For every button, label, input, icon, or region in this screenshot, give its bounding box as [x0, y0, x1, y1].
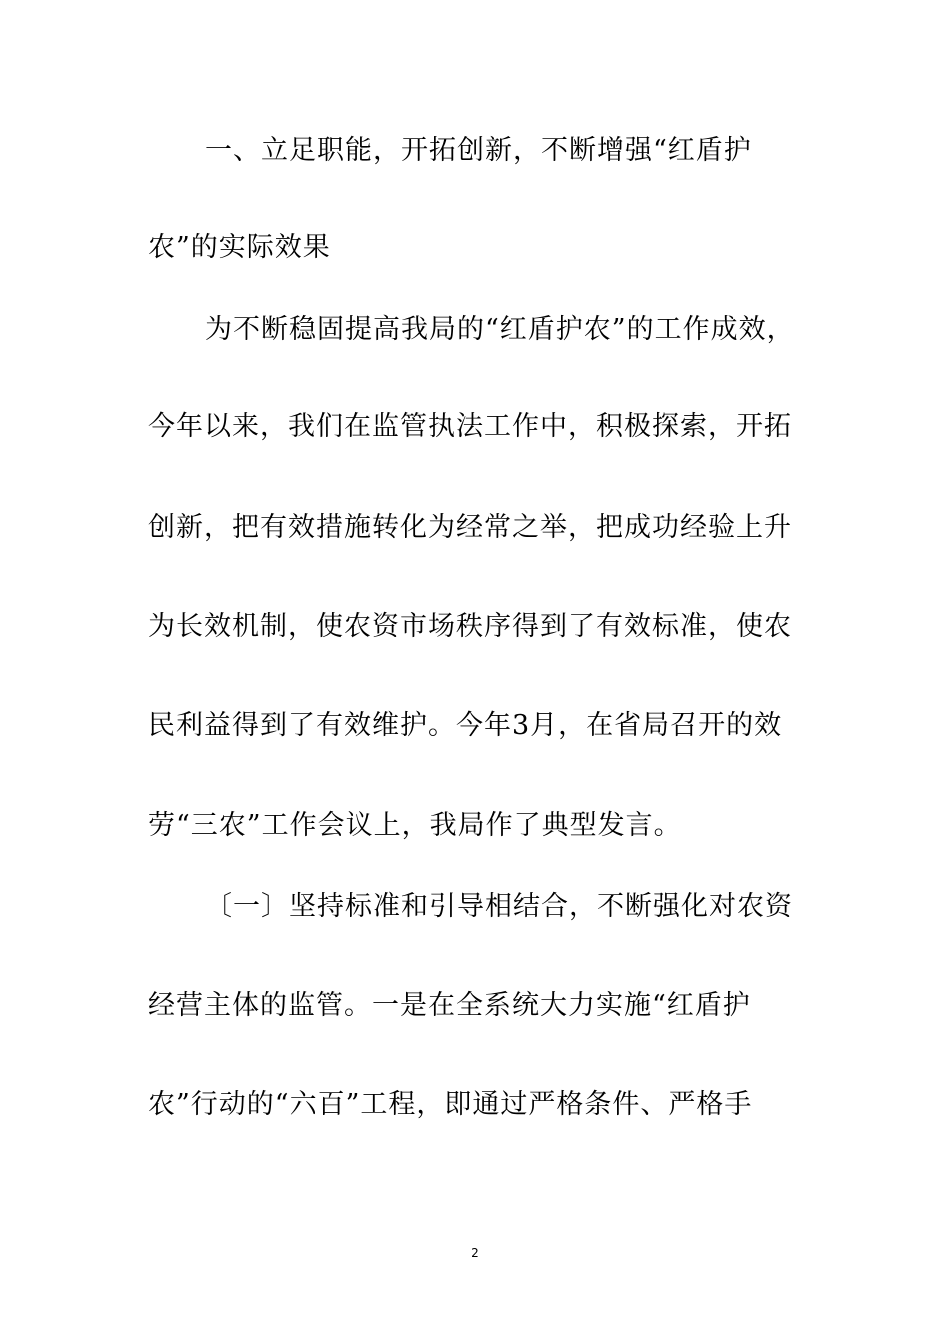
page-number: 2	[471, 1246, 479, 1260]
paragraph-line-6: 劳“三农”工作会议上，我局作了典型发言。	[148, 810, 682, 841]
paragraph-line-2: 今年以来，我们在监管执法工作中，积极探索，开拓	[148, 411, 792, 442]
subsection-line-1: 〔一〕坚持标准和引导相结合，不断强化对农资	[205, 891, 793, 922]
section-heading-line-2: 农”的实际效果	[148, 232, 331, 263]
paragraph-line-5: 民利益得到了有效维护。今年3月，在省局召开的效	[148, 710, 783, 741]
subsection-line-2: 经营主体的监管。一是在全系统大力实施“红盾护	[148, 990, 751, 1021]
section-heading-line-1: 一、立足职能，开拓创新，不断增强“红盾护	[205, 135, 752, 166]
paragraph-line-3: 创新，把有效措施转化为经常之举，把成功经验上升	[148, 512, 792, 543]
subsection-line-3: 农”行动的“六百”工程，即通过严格条件、严格手	[148, 1089, 753, 1120]
paragraph-line-4: 为长效机制，使农资市场秩序得到了有效标准，使农	[148, 611, 792, 642]
paragraph-line-1: 为不断稳固提高我局的“红盾护农”的工作成效，	[205, 314, 795, 345]
